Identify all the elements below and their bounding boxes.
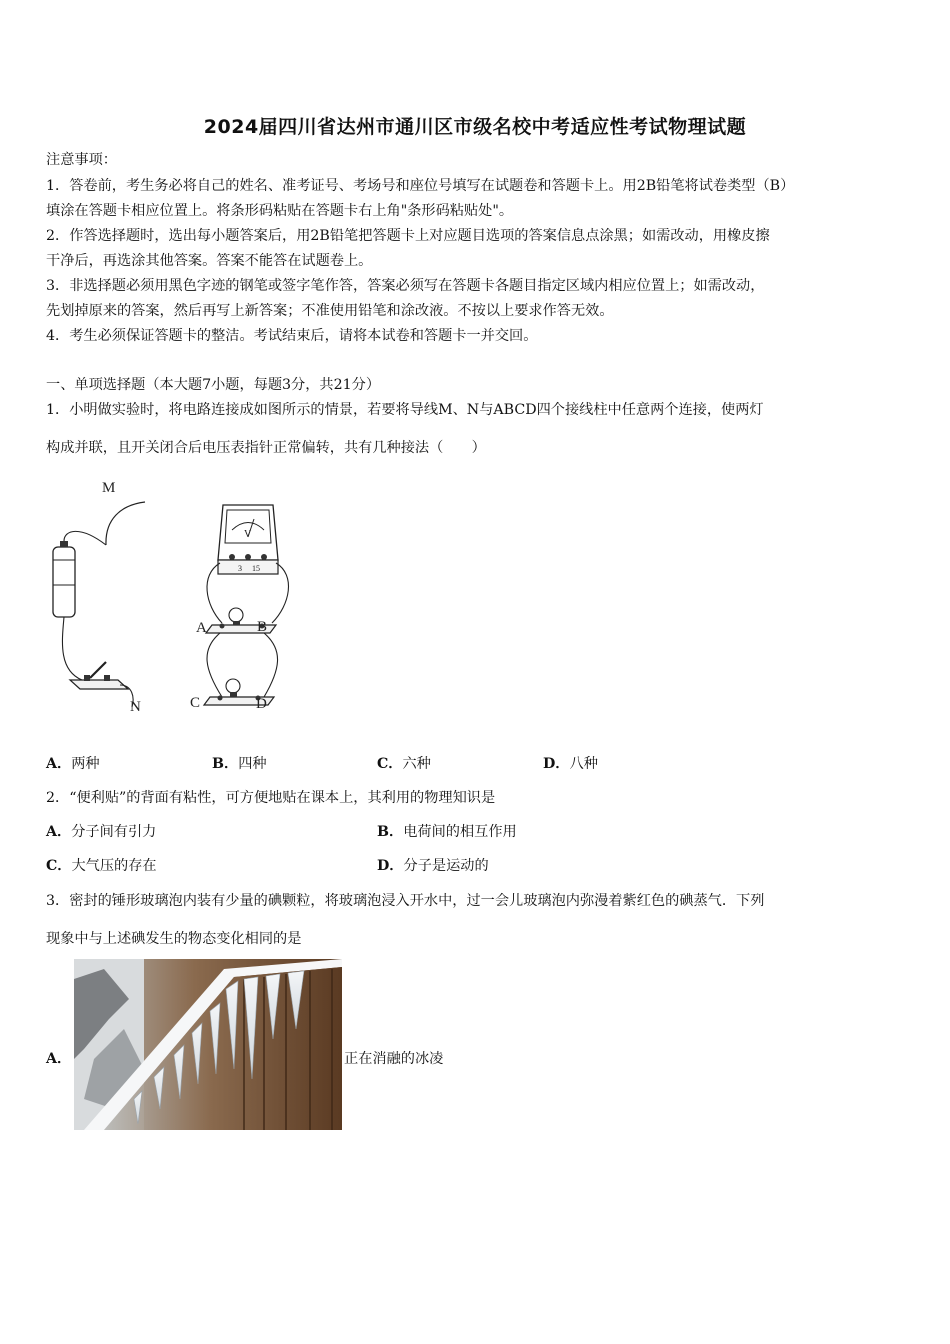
option-letter: D． (377, 858, 404, 874)
option-text: 分子间有引力 (71, 824, 157, 840)
notice-line-1: 1．答卷前，考生务必将自己的姓名、准考证号、考场号和座位号填写在试题卷和答题卡上。用2B铅笔将试卷类型（B） (46, 178, 795, 194)
option-letter: C． (46, 858, 72, 874)
notice-line-6: 先划掉原来的答案，然后再写上新答案；不准使用铅笔和涂改液。不按以上要求作答无效。 (46, 303, 614, 319)
page-title: 2024届四川省达州市通川区市级名校中考适应性考试物理试题 (203, 116, 747, 138)
label-n: N (130, 699, 141, 715)
notice-line-7: 4．考生必须保证答题卡的整洁。考试结束后，请将本试卷和答题卡一并交回。 (46, 328, 538, 344)
q3-stem-line-1: 3．密封的锤形玻璃泡内装有少量的碘颗粒，将玻璃泡浸入开水中，过一会儿玻璃泡内弥漫着紫红色的碘蒸气．下列 (46, 893, 765, 909)
bulb-icon-lower (226, 679, 240, 693)
q1-option-d[interactable] (543, 754, 598, 774)
q3-stem-line-2: 现象中与上述碘发生的物态变化相同的是 (46, 931, 302, 947)
label-m: M (102, 480, 116, 496)
icicle-photo (74, 959, 342, 1130)
option-letter: A． (46, 756, 72, 772)
option-text: 四种 (238, 756, 267, 772)
voltmeter-v-label: V (244, 529, 252, 540)
q1-option-a[interactable] (46, 754, 100, 774)
circuit-figure (40, 475, 290, 720)
label-a: A (196, 620, 207, 636)
option-text: 大气压的存在 (71, 858, 157, 874)
option-letter: B． (377, 824, 404, 840)
option-text: 八种 (569, 756, 598, 772)
q3-option-a-letter[interactable] (46, 1049, 71, 1069)
q3-option-a-text: 正在消融的冰凌 (344, 1051, 444, 1067)
voltmeter-terminal-3: 3 (238, 564, 242, 573)
switch-icon (70, 680, 128, 689)
battery-icon (53, 547, 75, 617)
notice-line-5: 3．非选择题必须用黑色字迹的钢笔或签字笔作答，答案必须写在答题卡各题目指定区域内相应位置上；如需改动， (46, 278, 765, 294)
option-text: 两种 (71, 756, 100, 772)
option-text: 分子是运动的 (403, 858, 489, 874)
q2-option-a[interactable] (46, 822, 156, 842)
option-text: 六种 (402, 756, 431, 772)
section-heading: 一、单项选择题（本大题7小题，每题3分，共21分） (46, 377, 381, 393)
option-letter: B． (212, 756, 239, 772)
wire-m (106, 502, 145, 545)
option-letter: C． (377, 756, 403, 772)
notice-line-2: 填涂在答题卡相应位置上。将条形码粘贴在答题卡右上角"条形码粘贴处"。 (46, 203, 514, 219)
label-c: C (190, 695, 201, 711)
notice-line-4: 干净后，再选涂其他答案。答案不能答在试题卷上。 (46, 253, 373, 269)
option-letter: A． (46, 824, 72, 840)
label-d: D (256, 696, 267, 712)
q2-option-b[interactable] (377, 822, 517, 842)
option-text: 电荷间的相互作用 (403, 824, 517, 840)
label-b: B (257, 619, 268, 635)
notice-line-3: 2．作答选择题时，选出每小题答案后，用2B铅笔把答题卡上对应题目选项的答案信息点涂黑；如需改动，用橡皮擦 (46, 228, 770, 244)
option-letter: A． (46, 1051, 72, 1067)
q1-option-c[interactable] (377, 754, 431, 774)
voltmeter-terminal-15: 15 (252, 564, 260, 573)
notice-heading: 注意事项： (46, 152, 117, 168)
q1-stem-line-2: 构成并联，且开关闭合后电压表指针正常偏转，共有几种接法（ ） (46, 440, 486, 456)
q2-option-d[interactable] (377, 856, 489, 876)
bulb-icon-upper (229, 608, 243, 622)
q1-option-b[interactable] (212, 754, 267, 774)
q2-stem: 2．“便利贴”的背面有粘性，可方便地贴在课本上，其利用的物理知识是 (46, 790, 496, 806)
q1-stem-line-1: 1．小明做实验时，将电路连接成如图所示的情景，若要将导线M、N与ABCD四个接线柱中任意两个连接，使两灯 (46, 402, 764, 418)
option-letter: D． (543, 756, 570, 772)
q2-option-c[interactable] (46, 856, 157, 876)
